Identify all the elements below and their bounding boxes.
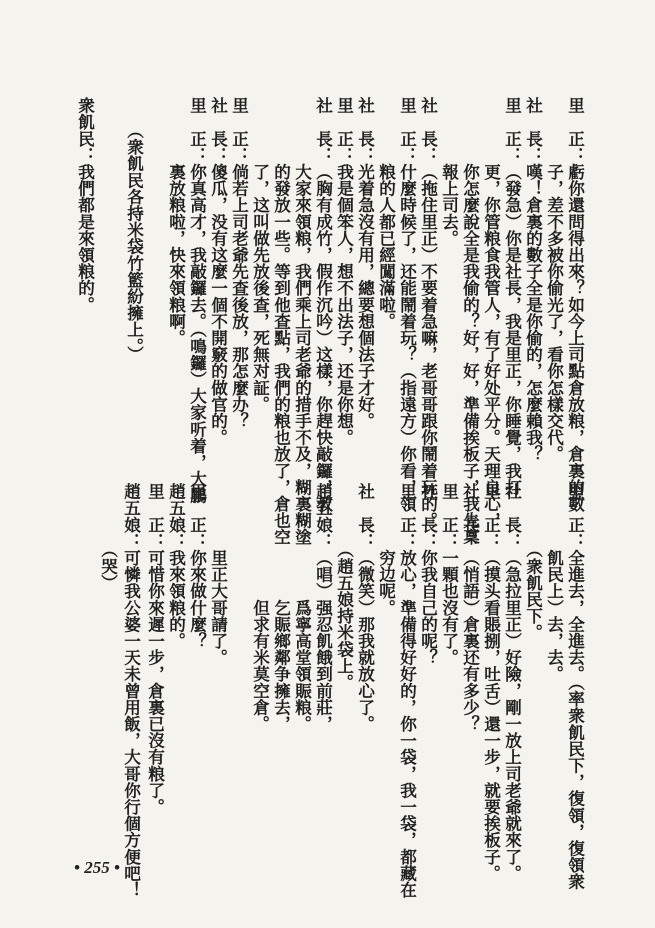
text-column-bottom-14: 爲寧高堂領賑粮。 — [292, 483, 313, 732]
text-column-top-19: 里 正：你真高才，我敲鑼去。（鳴鑼）大家听着，大鵬 — [187, 97, 208, 504]
text-column-bottom-6: 社 長：（悄語）倉裏还有多少？ — [460, 483, 481, 732]
text-column-top-13: 社 長：（胸有成竹，假作沉吟）这樣，你趕快敲鑼，教 — [313, 97, 334, 512]
text-column-bottom-4: 社 長：（急拉里正）好險，剛一放上司老爺就來了。 — [502, 483, 523, 882]
text-column-top-17: 里 正：倘若上司老爺先查後放，那怎麼办？ — [229, 97, 250, 429]
page-number: • 255 • — [74, 858, 120, 877]
text-column-bottom-10: 穷边呢。 — [376, 483, 397, 616]
text-column-top-9: 里 正：什麼時候了，还能鬧着玩？（指遠方）你看，領 — [397, 97, 418, 512]
text-column-top-3: 社 長：嘆！倉裏的數子全是你偷的，怎麼賴我？ — [523, 97, 544, 463]
text-column-top-12: 里 正：我是個笨人，想不出法子，还是你想。 — [334, 97, 355, 446]
text-column-bottom-9: 里 正：放心，準備得好好的，你一袋，我一袋，都藏在 — [397, 483, 418, 898]
text-column-bottom-20: 里 正：可惜你來遲一步，倉裏已沒有粮了。 — [145, 483, 166, 815]
text-column-bottom-11: 社 長：（微笑）那我就放心了。 — [355, 483, 376, 732]
text-column-bottom-18: 里 正：你來做什麼？ — [187, 483, 208, 649]
text-column-bottom-8: 社 長：你我自己的呢？ — [418, 483, 439, 666]
text-column-top-7: 報上司去。 — [439, 97, 460, 247]
text-column-top-22: 衆飢民：我們都是來領粮的。 — [75, 97, 96, 313]
text-column-top-10: 粮的人都已經闖滿啦。 — [376, 97, 397, 330]
text-column-bottom-1: 里 正：全進去，全進去。（率衆飢民下，復領，復領衆 — [565, 483, 586, 890]
text-column-top-15: 的發放一些。等到他查點，我們的粮也放了，倉也空 — [271, 97, 292, 546]
text-column-top-2: 子，差不多被你偷光了，看你怎樣交代。 — [544, 97, 565, 463]
text-column-bottom-5: 里 正：（摸头看賬捌，吐舌）還一步，就要挨板子。 — [481, 483, 502, 882]
text-column-top-4: 里 正：（發急）你是社長，我是里正，你睡覺，我打 — [502, 97, 523, 496]
text-column-top-11: 社 長：光着急沒有用，總要想個法子才好。 — [355, 97, 376, 429]
text-column-bottom-17: 里正大哥請了。 — [208, 483, 229, 666]
text-column-bottom-7: 里 正：一顆也沒有了。 — [439, 483, 460, 666]
text-column-bottom-19: 趙五娘：我來領粮的。 — [166, 483, 187, 649]
text-column-bottom-13: 趙五娘：（唱）强忍飢餓到前莊， — [313, 483, 334, 732]
text-column-bottom-15: 乞賑鄉鄰争擁去， — [271, 483, 292, 732]
text-column-bottom-2: 飢民上）去，去。 — [544, 483, 565, 683]
text-column-bottom-16: 但求有米莫空倉。 — [250, 483, 271, 732]
text-column-top-14: 大家來領粮，我們乘上司老爺的措手不及，糊裏糊塗 — [292, 97, 313, 546]
text-column-bottom-12: （趙五娘持米袋上。 — [334, 483, 355, 691]
text-column-top-18: 社 長：傻瓜，没有这麼一個不開竅的做官的。 — [208, 97, 229, 446]
text-column-bottom-3: （衆飢民下。 — [523, 483, 544, 641]
text-column-top-6: 你怎麼說全是我偷的？好，好，準備挨板子，我先稟 — [460, 97, 481, 546]
text-column-top-5: 更，你管粮食我管人，有了好处平分。天理良心， — [481, 97, 502, 529]
text-column-top-1: 里 正：虧你還問得出來？如今上司點倉放粮，倉裏的數 — [565, 97, 586, 512]
text-column-bottom-22: （哭） — [98, 483, 119, 591]
text-column-top-8: 社 長：（拖住里正）不要着急嘛，老哥哥跟你鬧着玩的。 — [418, 97, 439, 529]
stage-direction-top: （衆飢民各持米袋竹籃紛擁上。） — [124, 97, 145, 363]
text-column-top-20: 裏放粮啦，快來領粮啊。 — [166, 97, 187, 346]
text-column-bottom-21: 趙五娘：可憐我公婆一天未曾用飯，大哥你行個方便吧！ — [121, 483, 142, 898]
text-column-top-16: 了，这叫做先放後查，死無对証。 — [250, 97, 271, 413]
